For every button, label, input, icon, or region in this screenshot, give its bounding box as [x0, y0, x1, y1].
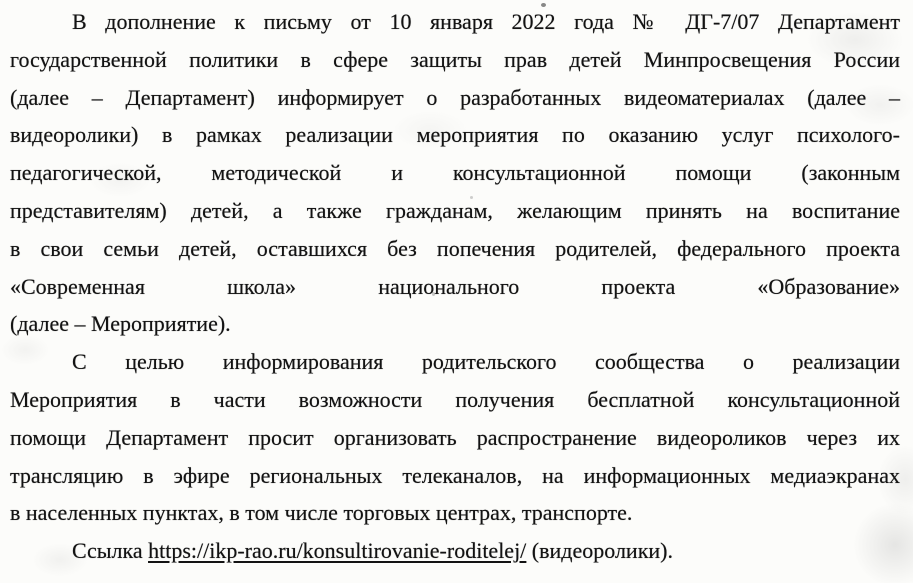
- text-line: представителям) детей, а также гражданам, желающим принять на воспитание: [10, 197, 900, 223]
- text-line: видеоролики) в рамках реализации мероприятия по оказанию услуг психолого-: [10, 122, 900, 148]
- text-line: В дополнение к письму от 10 января 2022 года № ДГ-7/07 Департамент: [72, 9, 900, 34]
- text-line: в свои семьи детей, оставшихся без попечения родителей, федерального проекта: [10, 235, 900, 261]
- paragraph-link: [10, 532, 900, 570]
- scan-speck: [470, 196, 473, 199]
- paragraph-request: [10, 343, 900, 532]
- text-line: педагогической, методической и консультационной помощи (законным: [10, 160, 900, 186]
- video-materials-link[interactable]: https://ikp-rao.ru/konsultirovanie-roditelej/: [148, 538, 527, 564]
- link-line: [10, 532, 900, 570]
- scan-speck: [541, 3, 546, 7]
- text-line: трансляцию в эфире региональных телеканалов, на информационных медиаэкранах: [10, 462, 900, 488]
- link-prefix-text: Ссылка: [72, 538, 149, 564]
- text-line: Мероприятия в части возможности получения бесплатной консультационной: [10, 386, 900, 412]
- text-line: «Современная школа» национального проекта «Образование»: [10, 273, 900, 299]
- text-line: государственной политики в сфере защиты прав детей Минпросвещения России: [10, 46, 900, 72]
- text-line: С целью информирования родительского сообщества о реализации: [72, 349, 900, 375]
- text-line: в населенных пунктах, в том числе торговых центрах, транспорте.: [10, 500, 633, 526]
- scan-speck: [432, 292, 435, 296]
- paragraph-intro: [10, 3, 900, 343]
- text-line: (далее – Департамент) информирует о разработанных видеоматериалах (далее –: [10, 84, 900, 110]
- link-suffix-text: (видеоролики).: [526, 538, 673, 564]
- text-line: (далее – Мероприятие).: [10, 311, 231, 337]
- text-line: помощи Департамент просит организовать распространение видеороликов через их: [10, 424, 900, 450]
